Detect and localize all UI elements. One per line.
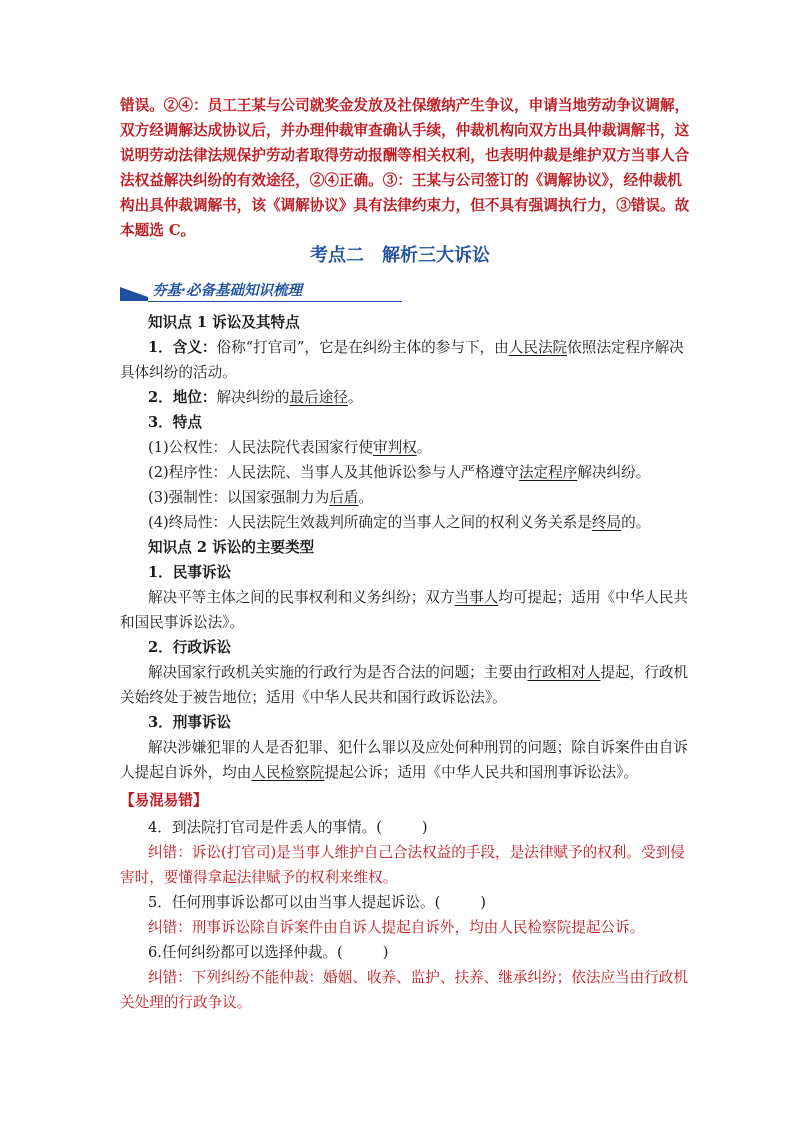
feature-1 (148, 438, 680, 458)
civil-label: 1．民事诉讼 (148, 564, 232, 581)
feature-4-end: 的。 (621, 514, 651, 531)
civil-text-a: 解决平等主体之间的民事权利和义务纠纷；双方 (148, 589, 455, 606)
answer-6 (148, 968, 688, 988)
banner-rule (148, 301, 402, 302)
explanation-line-1: 错误。②④：员工王某与公司就奖金发放及社保缴纳产生争议，申请当地劳动争议调解， (120, 97, 690, 114)
civil-text (148, 588, 689, 608)
question-5-end: ) (480, 894, 486, 911)
criminal-text-b: 人提起自诉外，均由 (120, 764, 252, 781)
status-text-a: 解决纠纷的 (216, 389, 290, 406)
feature-3 (148, 488, 680, 508)
admin-label: 2．行政诉讼 (148, 639, 232, 656)
feature-2-end: 解决纠纷。 (577, 464, 651, 481)
feature-3-text: (3)强制性：以国家强制力为 (148, 489, 330, 506)
civil-underline: 当事人 (454, 589, 499, 606)
admin-text-a: 解决国家行政机关实施的行政行为是否合法的问题；主要由 (148, 664, 528, 681)
admin-text-cont: 关始终处于被告地位；适用《中华人民共和国行政诉讼法》。 (120, 689, 507, 706)
section-number: 考点二 (310, 245, 364, 266)
kp1-features-label: 3．特点 (148, 414, 202, 431)
feature-4-underline: 终局 (591, 514, 622, 531)
kp1-definition (148, 338, 684, 358)
criminal-text-cont (120, 763, 680, 783)
question-6-text: 6.任何纠纷都可以选择仲裁。( (148, 944, 343, 961)
criminal-underline: 人民检察院 (251, 764, 325, 781)
mistakes-tag: 【易混易错】 (120, 792, 208, 809)
answer-6-label: 纠错： (148, 969, 192, 986)
section-heading (0, 243, 800, 269)
feature-3-underline: 后盾 (329, 489, 359, 506)
explanation-line-4: 法权益解决纠纷的有效途径，②④正确。③：王某与公司签订的《调解协议》，经仲裁机 (120, 172, 682, 189)
definition-underline: 人民法院 (508, 339, 568, 356)
answer-4-cont: 害时，要懂得拿起法律赋予的权利来维权。 (120, 869, 398, 886)
question-4-end: ) (421, 819, 428, 836)
feature-4-text: (4)终局性：人民法院生效裁判所确定的当事人之间的权利义务关系是 (148, 514, 592, 531)
civil-text-b: 均可提起；适用《中华人民共 (498, 589, 689, 606)
question-6 (148, 943, 680, 963)
answer-5-label: 纠错： (148, 919, 192, 936)
section-title: 解析三大诉讼 (382, 245, 490, 266)
kp1-definition-cont: 具体纠纷的活动。 (120, 364, 237, 381)
explanation-line-3: 说明劳动法律法规保护劳动者取得劳动报酬等相关权利，也表明仲裁是维护双方当事人合 (120, 147, 690, 164)
section-banner (120, 281, 402, 303)
criminal-label: 3．刑事诉讼 (148, 714, 232, 731)
explanation-line-6: 本题选 C。 (120, 222, 196, 239)
feature-1-end: 。 (416, 439, 432, 456)
question-4 (148, 818, 680, 838)
definition-text-b: 依照法定程序解决 (567, 339, 684, 356)
answer-4-text: 诉讼(打官司)是当事人维护自己合法权益的手段，是法律赋予的权利。受到侵 (191, 844, 685, 861)
criminal-text-c: 提起公诉；适用《中华人民共和国刑事诉讼法》。 (324, 764, 639, 781)
feature-1-text: (1)公权性：人民法院代表国家行使 (148, 439, 373, 456)
answer-6-text: 下列纠纷不能仲裁：婚姻、收养、监护、扶养、继承纠纷；依法应当由行政机 (191, 969, 688, 986)
definition-text-a: 俗称“打官司”，它是在纠纷主体的参与下，由 (216, 339, 509, 356)
answer-4-label: 纠错： (148, 844, 192, 861)
status-label: 2．地位： (148, 389, 217, 406)
kp1-title: 知识点 1 诉讼及其特点 (148, 314, 300, 331)
answer-5-text: 刑事诉讼除自诉案件由自诉人提起自诉外，均由人民检察院提起公诉。 (191, 919, 645, 936)
feature-1-underline: 审判权 (373, 439, 417, 456)
banner-text: 夯基·必备基础知识梳理 (152, 282, 303, 299)
question-5-text: 5．任何刑事诉讼都可以由当事人提起诉讼。( (148, 894, 441, 911)
question-5 (148, 893, 680, 913)
kp1-status (148, 388, 680, 408)
feature-2-underline: 法定程序 (518, 464, 578, 481)
definition-label: 1．含义： (148, 339, 217, 356)
feature-3-end: 。 (358, 489, 374, 506)
criminal-text: 解决涉嫌犯罪的人是否犯罪、犯什么罪以及应处何种刑罚的问题；除自诉案件由自诉 (148, 739, 688, 756)
admin-underline: 行政相对人 (527, 664, 601, 681)
status-text-b: 。 (347, 389, 363, 406)
answer-4 (148, 843, 685, 863)
feature-2-text: (2)程序性：人民法院、当事人及其他诉讼参与人严格遵守 (148, 464, 519, 481)
feature-4 (148, 513, 680, 533)
status-underline: 最后途径 (289, 389, 348, 406)
answer-5 (148, 918, 680, 938)
admin-text (148, 663, 689, 683)
question-4-text: 4．到法院打官司是件丢人的事情。( (148, 819, 382, 836)
answer-6-cont: 关处理的行政争议。 (120, 994, 252, 1011)
banner-triangle-icon (120, 287, 148, 297)
banner-bar (120, 297, 148, 301)
explanation-line-2: 双方经调解达成协议后，并办理仲裁审查确认手续，仲裁机构向双方出具仲裁调解书，这 (120, 122, 690, 139)
explanation-line-5: 构出具仲裁调解书，该《调解协议》具有法律约束力，但不具有强调执行力，③错误。故 (120, 197, 690, 214)
feature-2 (148, 463, 680, 483)
kp2-title: 知识点 2 诉讼的主要类型 (148, 539, 315, 556)
admin-text-b: 提起，行政机 (600, 664, 689, 681)
civil-text-cont: 和国民事诉讼法》。 (120, 614, 245, 631)
question-6-end: ) (382, 944, 389, 961)
